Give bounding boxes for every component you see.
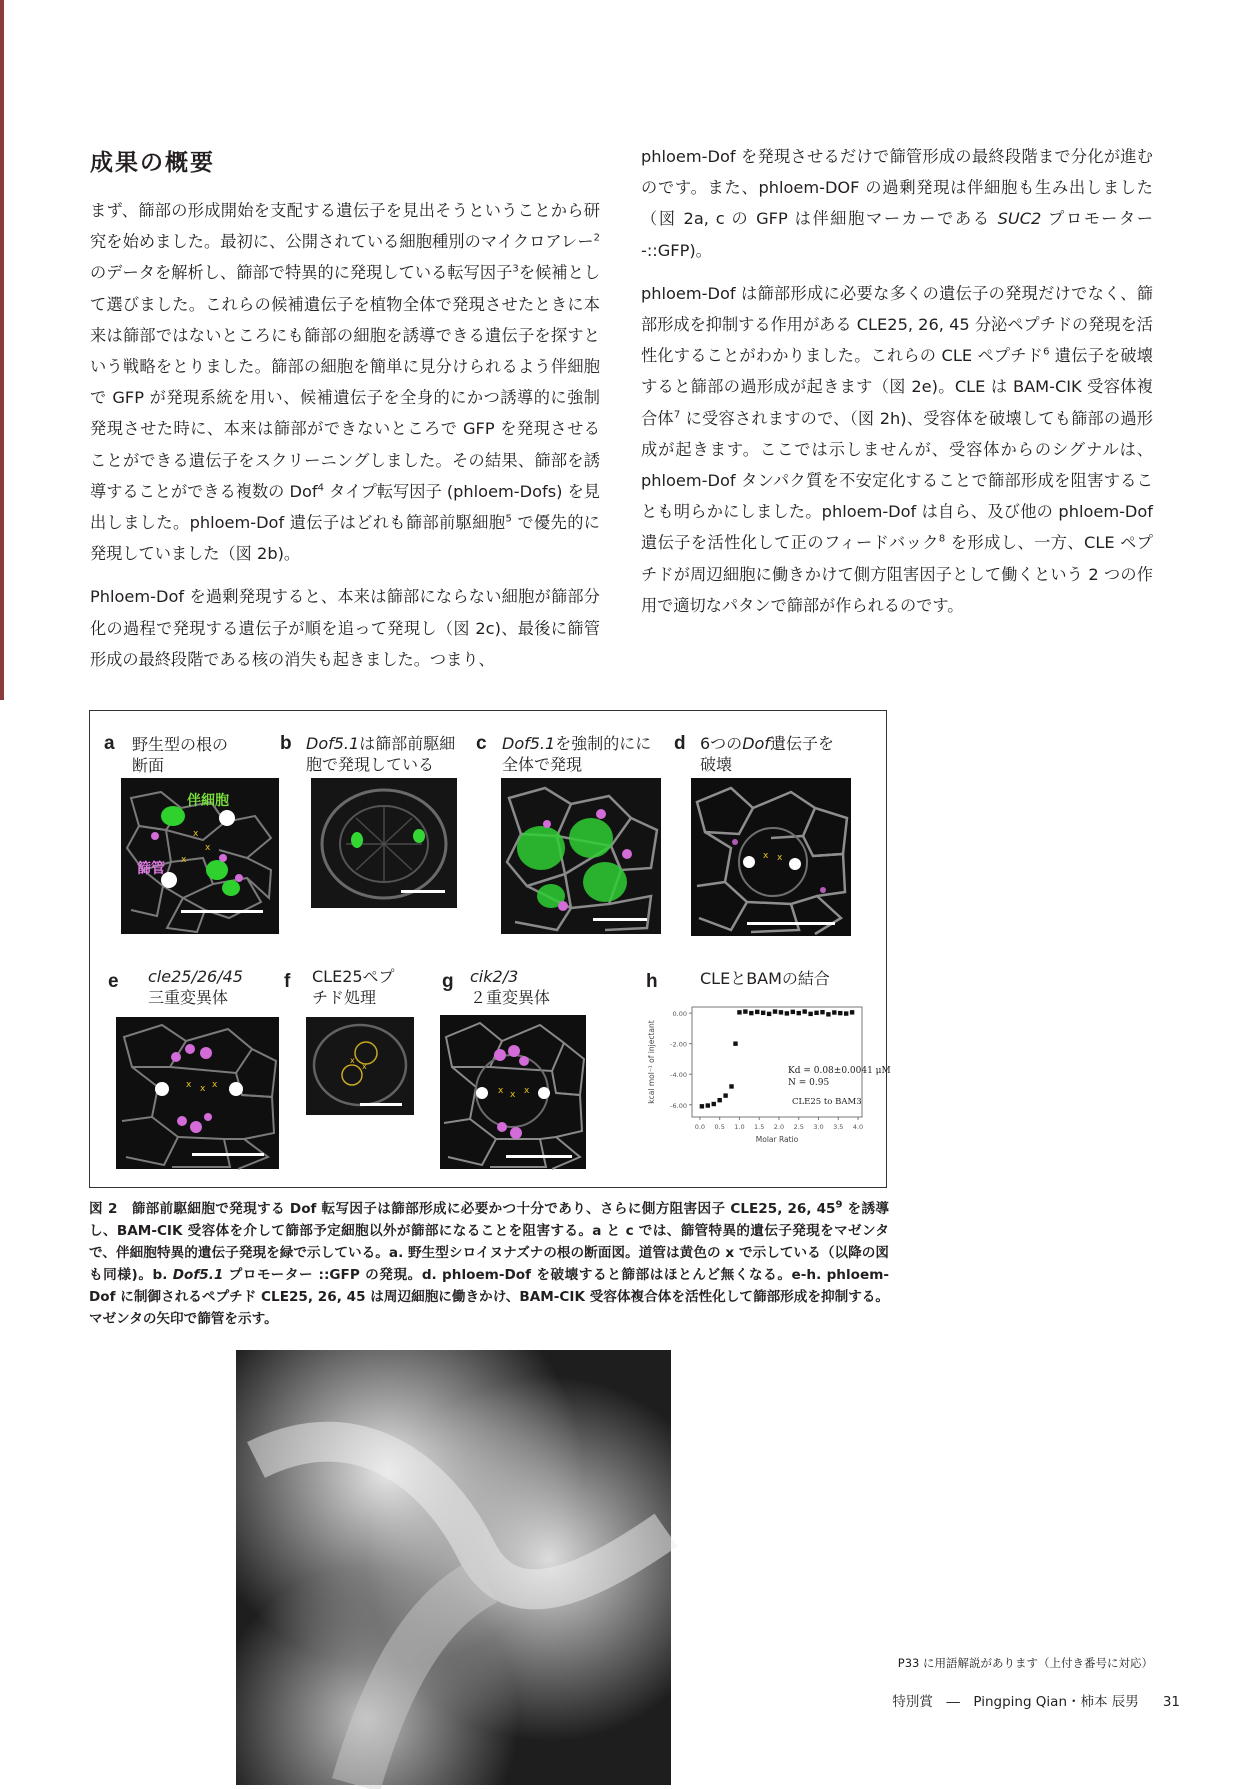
panel-caption: 6つのDof遺伝子を破壊 (700, 734, 834, 774)
section-title: 成果の概要 (90, 150, 215, 176)
y-axis-label: kcal mol⁻¹ of injectant (647, 1020, 656, 1104)
y-tick-label: -4.00 (670, 1071, 687, 1080)
data-point (755, 1010, 759, 1014)
footnote-ref: 2 (593, 232, 600, 244)
data-point (797, 1011, 801, 1015)
chart-annotation: N = 0.95 (788, 1078, 830, 1088)
footnote-ref: 9 (835, 1199, 843, 1211)
svg-text:x: x (362, 1062, 367, 1071)
data-point (814, 1011, 818, 1015)
data-point (838, 1011, 842, 1015)
x-tick-label: 3.5 (833, 1123, 844, 1131)
footnote-ref: 6 (1043, 346, 1050, 358)
companion-cell-label: 伴細胞 (187, 793, 229, 809)
svg-text:x: x (193, 829, 199, 839)
figure-caption: 図 2 篩部前駆細胞で発現する Dof 転写因子は篩部形成に必要かつ十分であり、さらに側方阻害因子 CLE25, 26, $45^9$ を誘導し、BAM-CIK 受容体を介して篩部予定細胞以外が篩部になることを阻害する。a と c では、篩管特異的遺伝子発現をマゼンタで、伴細胞特異的遺伝子発現を緑で示している。a. 野生型シロイヌナズナの根の断面図。道管は黄色の x で示している（以降の図も同様)。b. Dof5.1 プロモーター ::GFP の発現。d. phloem-Dof を破壊すると篩部はほとんど無くなる。e-h. phloem-Dof に制御されるペプチド CLE25, 26, 45 は周辺細胞に働きかけ、BAM-CIK 受容体複合体を活性化して篩部形成を抑制する。マゼンタの矢印で篩管を示す。 (89, 1199, 889, 1327)
data-point (700, 1104, 704, 1108)
svg-text:x: x (763, 851, 769, 861)
data-point (729, 1084, 733, 1088)
data-point (712, 1102, 716, 1106)
data-point (844, 1011, 848, 1015)
footnote-ref: 5 (505, 513, 512, 525)
panel-letter: h (646, 971, 658, 992)
scale-bar (181, 910, 263, 913)
scale-bar (747, 922, 835, 925)
x-tick-label: 2.5 (793, 1123, 804, 1131)
x-tick-label: 1.0 (734, 1123, 745, 1131)
glossary-note: P33 に用語解説があります（上付き番号に対応） (897, 1656, 1153, 1670)
panel-caption: Dof5.1を強制的にに全体で発現 (502, 734, 652, 774)
scale-bar (401, 890, 445, 893)
panel-letter: g (442, 971, 454, 992)
micrograph-image (501, 778, 661, 934)
left-paragraph-2: Phloem-Dof を過剰発現すると、本来は篩部にならない細胞が篩部分化の過程で発現する遺伝子が順を追って発現し（図 2c)、最後に篩管形成の最終段階である核の消失も起きました。つまり、 (90, 587, 600, 669)
x-axis-label: Molar Ratio (755, 1135, 799, 1144)
data-point (733, 1041, 737, 1045)
itc-chart (630, 1001, 891, 1181)
svg-text:x: x (498, 1086, 504, 1096)
panel-letter: b (280, 733, 292, 754)
data-point (785, 1011, 789, 1015)
panel-caption: cle25/26/45 三重変異体 (148, 967, 243, 1007)
decorative-photo-circle (236, 1350, 671, 1785)
x-tick-label: 3.0 (813, 1123, 824, 1131)
sieve-tube-label: 篩管 (137, 861, 165, 877)
x-tick-label: 0.0 (694, 1123, 706, 1131)
micrograph (501, 778, 661, 934)
x-tick-label: 4.0 (852, 1123, 864, 1131)
svg-text:x: x (510, 1090, 516, 1100)
panel-letter: c (476, 733, 487, 754)
figure-2 (89, 710, 891, 1188)
micrograph-image (306, 1017, 414, 1115)
svg-text:x: x (186, 1080, 192, 1090)
data-point (773, 1009, 777, 1013)
micrograph (311, 778, 457, 908)
panel-caption: CLE25ペプ チド処理 (312, 967, 395, 1007)
svg-text:x: x (200, 1084, 206, 1094)
data-point (767, 1012, 771, 1016)
micrograph (306, 1017, 414, 1115)
chart-annotation: CLE25 to BAM3 (792, 1097, 862, 1107)
author-credit: 特別賞 ― Pingping Qian・柿本 辰男 (892, 1694, 1139, 1710)
left-column (90, 195, 600, 675)
micrograph (121, 778, 279, 934)
scale-bar (360, 1103, 402, 1106)
y-tick-label: 0.00 (672, 1010, 687, 1019)
decorative-photo-image (236, 1350, 671, 1785)
panel-letter: f (284, 971, 291, 992)
data-point (743, 1009, 747, 1013)
data-point (761, 1011, 765, 1015)
right-paragraph-2: phloem-Dof は篩部形成に必要な多くの遺伝子の発現だけでなく、篩部形成を抑制する作用がある CLE25, 26, 45 分泌ペプチドの発現を活性化することがわかりました。これらの CLE ペプチド$^6$ 遺伝子を破壊すると篩部の過形成が起きます（図 2e)。CLE は BAM-CIK 受容体複合体$^7$ に受容されますので、（図 2h)、受容体を破壊しても篩部の過形成が起きます。ここでは示しませんが、受容体からのシグナルは、phloem-Dof タンパク質を不安定化することで篩部形成を阻害することも明らかにしました。phloem-Dof は自ら、及び他の phloem-Dof 遺伝子を活性化して正のフィードバック$^8$ を形成し、一方、CLE ペプチドが周辺細胞に働きかけて側方阻害因子として働くという 2 つの作用で適切なパタンで篩部が作られるのです。 (641, 283, 1153, 615)
data-point (737, 1010, 741, 1014)
data-point (723, 1093, 727, 1097)
y-tick-label: -2.00 (670, 1040, 687, 1049)
data-point (808, 1012, 812, 1016)
micrograph (691, 778, 851, 936)
panel-letter: e (108, 971, 119, 992)
panel-caption: cik2/3 ２重変異体 (470, 967, 551, 1007)
data-point (826, 1012, 830, 1016)
micrograph-image (116, 1017, 279, 1169)
svg-text:x: x (181, 855, 187, 865)
page-number: 31 (1162, 1694, 1180, 1710)
svg-text:x: x (205, 843, 211, 853)
panel-caption: CLEとBAMの結合 (700, 969, 830, 988)
micrograph (116, 1017, 279, 1169)
footnote-ref: 7 (673, 409, 681, 421)
panel-letter: d (674, 733, 686, 754)
data-point (717, 1098, 721, 1102)
scale-bar (593, 918, 647, 921)
data-point (820, 1010, 824, 1014)
micrograph-image (311, 778, 457, 908)
svg-text:x: x (777, 853, 783, 863)
right-column (641, 141, 1153, 621)
y-tick-label: -6.00 (670, 1101, 687, 1110)
panel-caption: Dof5.1は篩部前駆細胞で発現している (306, 734, 456, 774)
panel-caption: 野生型の根の 断面 (132, 735, 229, 775)
itc-plot-area (647, 1007, 891, 1144)
data-point (791, 1010, 795, 1014)
micrograph (440, 1015, 586, 1169)
footnote-ref: 3 (512, 264, 519, 276)
micrograph-image (691, 778, 851, 936)
micrograph-image (440, 1015, 586, 1169)
x-tick-label: 2.0 (773, 1123, 785, 1131)
left-paragraph-1: まず、篩部の形成開始を支配する遺伝子を見出そうということから研究を始めました。最初に、公開されている細胞種別のマイクロアレー$^2$のデータを解析し、篩部で特異的に発現している転写因子$^3$を候補として選びました。これらの候補遺伝子を植物全体で発現させたときに本来は篩部ではないところにも篩部の細胞を誘導できる遺伝子を探すという戦略をとりました。篩部の細胞を簡単に見分けられるよう伴細胞で GFP が発現系統を用い、候補遺伝子を全身的にかつ誘導的に強制発現させた時に、本来は篩部ができないところで GFP を発現させることができる遺伝子をスクリーニングしました。その結果、篩部を誘導することができる複数の Dof$^4$ タイプ転写因子 (phloem-Dofs) を見出しました。phloem-Dof 遺伝子はどれも篩部前駆細胞$^5$ で優先的に発現していました（図 2b)。 (90, 201, 601, 564)
x-tick-label: 0.5 (714, 1123, 725, 1131)
svg-text:x: x (212, 1080, 218, 1090)
data-point (706, 1103, 710, 1107)
data-point (779, 1010, 783, 1014)
data-point (802, 1009, 806, 1013)
footnote-ref: 4 (317, 482, 324, 494)
x-tick-label: 1.5 (754, 1123, 765, 1131)
data-point (749, 1011, 753, 1015)
data-point (832, 1010, 836, 1014)
chart-annotation: Kd = 0.08±0.0041 μM (788, 1066, 891, 1076)
scale-bar (192, 1153, 264, 1156)
page-edge-line (0, 0, 4, 700)
svg-text:x: x (524, 1086, 530, 1096)
footnote-ref: 8 (938, 534, 946, 546)
scale-bar (506, 1155, 572, 1158)
data-point (850, 1010, 854, 1014)
svg-text:x: x (350, 1056, 355, 1065)
panel-letter: a (104, 733, 115, 754)
right-paragraph-1: phloem-Dof を発現させるだけで篩管形成の最終段階まで分化が進むのです。また、phloem-DOF の過剰発現は伴細胞も生み出しました（図 2a, c の GFP は伴細胞マーカーである SUC2 プロモーター -::GFP)。 (641, 147, 1153, 260)
